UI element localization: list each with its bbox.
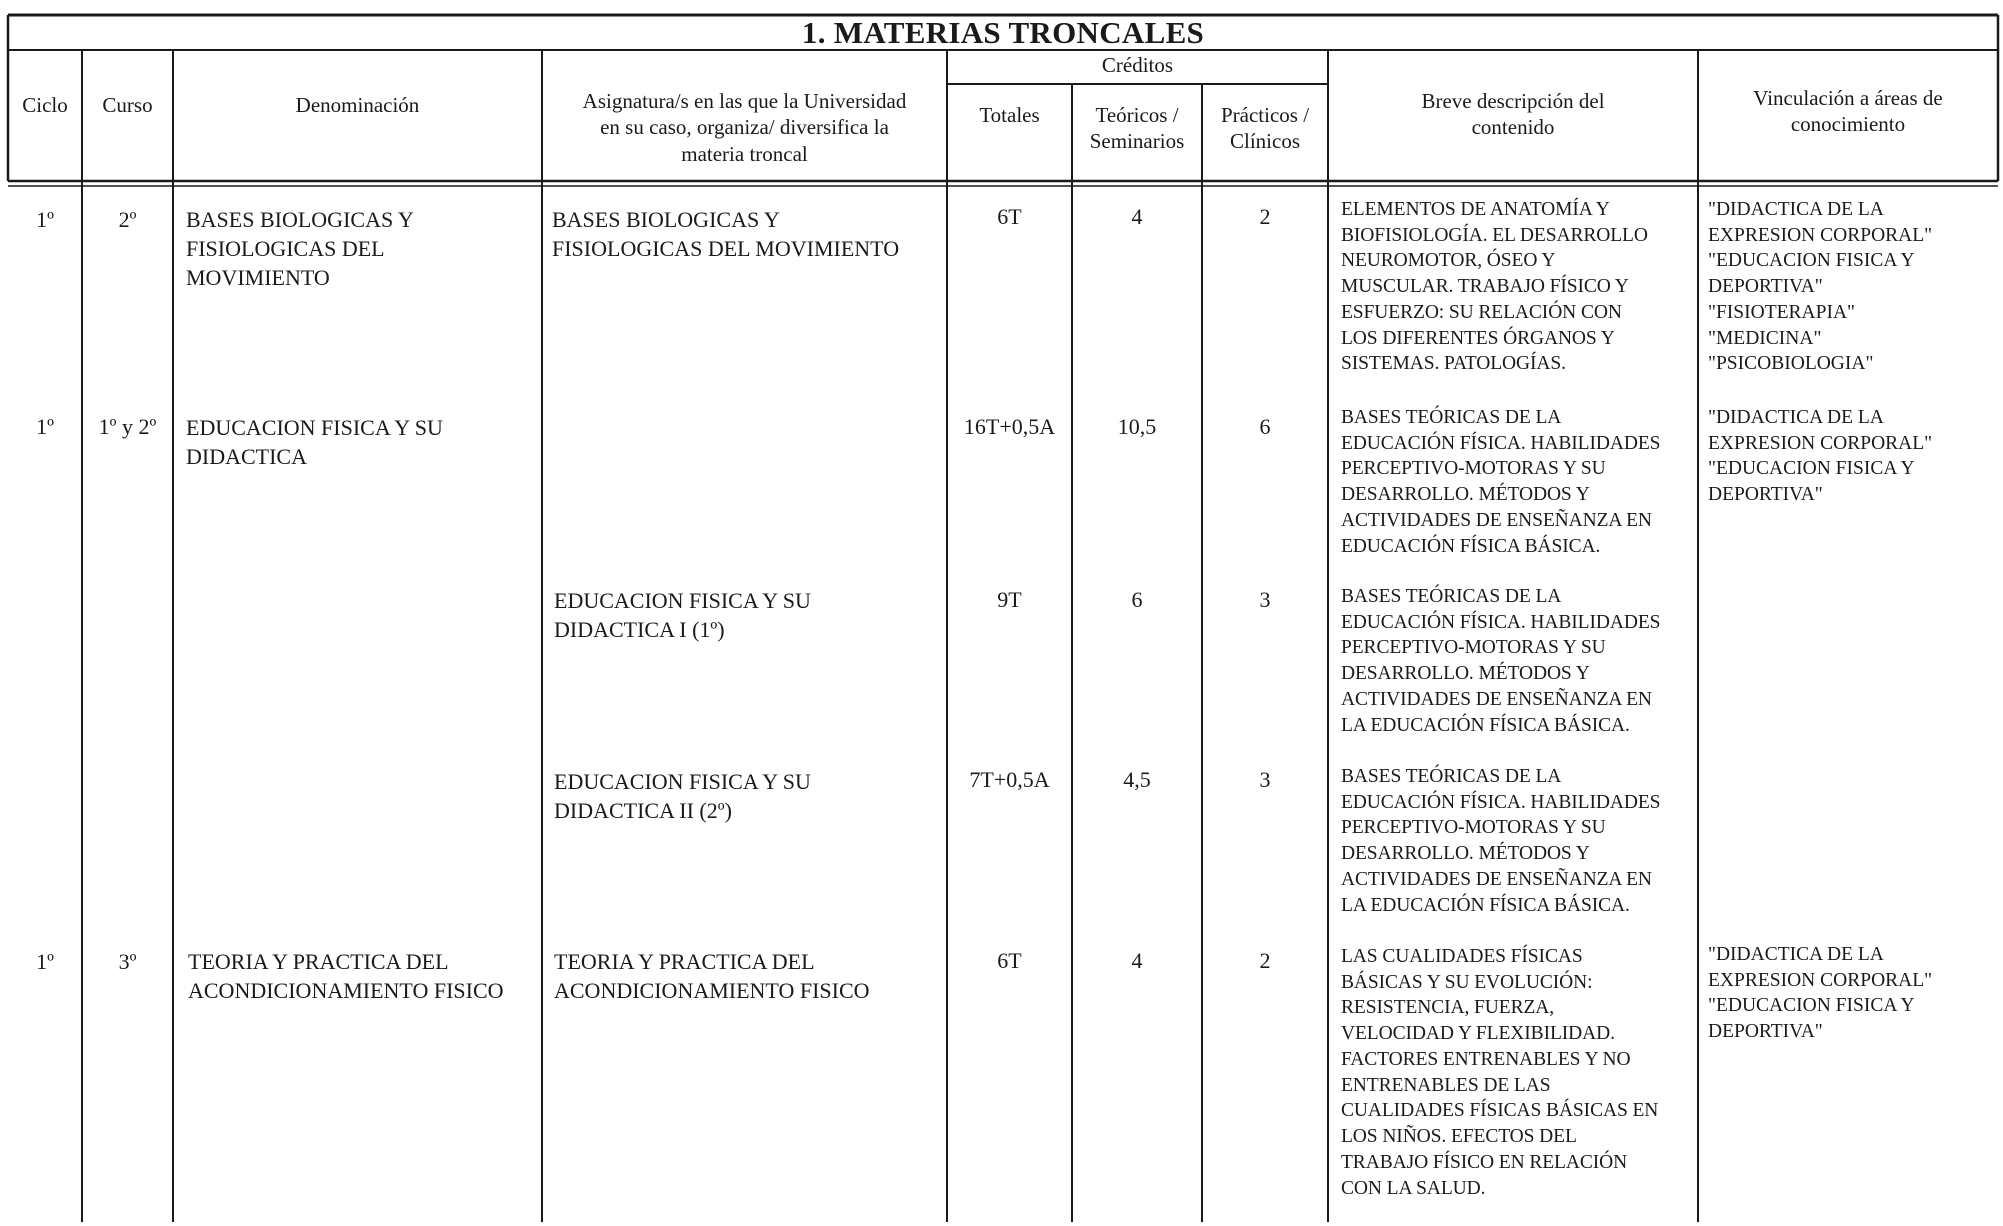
- row3-teoricos: 6: [1131, 587, 1143, 612]
- row2-denominacion: EDUCACION FISICA Y SU DIDACTICA: [186, 415, 443, 470]
- header-creditos: Créditos: [1101, 53, 1174, 77]
- header-teoricos: Teóricos / Seminarios: [1089, 103, 1185, 154]
- header-totales: Totales: [979, 103, 1040, 127]
- row1-asignatura: BASES BIOLOGICAS Y FISIOLOGICAS DEL MOVIMIENTO: [552, 207, 900, 262]
- header-ciclo: Ciclo: [22, 93, 68, 117]
- row1-practicos: 2: [1259, 204, 1271, 229]
- header-asignatura: Asignatura/s en las que la Universidad en su caso, organiza/ diversifica la materia troncal: [582, 89, 907, 166]
- table-title: 1. MATERIAS TRONCALES: [801, 15, 1205, 50]
- row5-denominacion: TEORIA Y PRACTICA DEL ACONDICIONAMIENTO FISICO: [188, 949, 504, 1004]
- row5-ciclo: 1º: [36, 949, 54, 974]
- row1-vinculacion: "DIDACTICA DE LA EXPRESION CORPORAL" "EDUCACION FISICA Y DEPORTIVA" "FISIOTERAPIA" "MEDICINA" "PSICOBIOLOGIA": [1708, 199, 1933, 375]
- row1-curso: 2º: [118, 207, 137, 232]
- row1-totales: 6T: [997, 204, 1022, 229]
- row3-totales: 9T: [997, 587, 1022, 612]
- row5-descripcion: LAS CUALIDADES FÍSICAS BÁSICAS Y SU EVOLUCIÓN: RESISTENCIA, FUERZA, VELOCIDAD Y FLEXIBILIDAD. FACTORES ENTRENABLES Y NO ENTRENABLES DE LAS CUALIDADES FÍSICAS BÁSICAS EN LOS NIÑOS. EFECTOS DEL TRABAJO FÍSICO EN RELACIÓN CON LA SALUD.: [1341, 946, 1659, 1199]
- row4-practicos: 3: [1259, 767, 1271, 792]
- row1-teoricos: 4: [1131, 204, 1143, 229]
- row3-asignatura: EDUCACION FISICA Y SU DIDACTICA I (1º): [554, 588, 811, 643]
- row5-totales: 6T: [997, 948, 1022, 973]
- row5-teoricos: 4: [1131, 948, 1143, 973]
- row4-totales: 7T+0,5A: [969, 767, 1050, 792]
- row2-ciclo: 1º: [36, 414, 54, 439]
- row5-vinculacion: "DIDACTICA DE LA EXPRESION CORPORAL" "EDUCACION FISICA Y DEPORTIVA": [1708, 944, 1933, 1043]
- row5-asignatura: TEORIA Y PRACTICA DEL ACONDICIONAMIENTO FISICO: [554, 949, 870, 1004]
- row2-totales: 16T+0,5A: [963, 414, 1056, 439]
- row5-curso: 3º: [118, 949, 137, 974]
- row1-denominacion: BASES BIOLOGICAS Y FISIOLOGICAS DEL MOVIMIENTO: [186, 207, 414, 291]
- row2-descripcion: BASES TEÓRICAS DE LA EDUCACIÓN FÍSICA. HABILIDADES PERCEPTIVO-MOTORAS Y SU DESARROLLO. MÉTODOS Y ACTIVIDADES DE ENSEÑANZA EN EDUCACIÓN FÍSICA BÁSICA.: [1341, 407, 1661, 557]
- row3-practicos: 3: [1259, 587, 1271, 612]
- row2-practicos: 6: [1259, 414, 1271, 439]
- header-denominacion: Denominación: [295, 93, 420, 117]
- row2-vinculacion: "DIDACTICA DE LA EXPRESION CORPORAL" "EDUCACION FISICA Y DEPORTIVA": [1708, 407, 1933, 506]
- row4-asignatura: EDUCACION FISICA Y SU DIDACTICA II (2º): [554, 769, 811, 824]
- header-vinculacion: Vinculación a áreas de conocimiento: [1753, 86, 1943, 137]
- row2-curso: 1º y 2º: [98, 414, 157, 439]
- row1-ciclo: 1º: [36, 207, 54, 232]
- header-curso: Curso: [102, 93, 153, 117]
- header-practicos: Prácticos / Clínicos: [1220, 103, 1310, 154]
- row2-teoricos: 10,5: [1117, 414, 1157, 439]
- row4-descripcion: BASES TEÓRICAS DE LA EDUCACIÓN FÍSICA. HABILIDADES PERCEPTIVO-MOTORAS Y SU DESARROLLO. MÉTODOS Y ACTIVIDADES DE ENSEÑANZA EN LA EDUCACIÓN FÍSICA BÁSICA.: [1341, 766, 1661, 916]
- row5-practicos: 2: [1259, 948, 1271, 973]
- row4-teoricos: 4,5: [1123, 767, 1151, 792]
- row3-descripcion: BASES TEÓRICAS DE LA EDUCACIÓN FÍSICA. HABILIDADES PERCEPTIVO-MOTORAS Y SU DESARROLLO. MÉTODOS Y ACTIVIDADES DE ENSEÑANZA EN LA EDUCACIÓN FÍSICA BÁSICA.: [1341, 586, 1661, 736]
- row1-descripcion: ELEMENTOS DE ANATOMÍA Y BIOFISIOLOGÍA. EL DESARROLLO NEUROMOTOR, ÓSEO Y MUSCULAR. TRABAJO FÍSICO Y ESFUERZO: SU RELACIÓN CON LOS DIFERENTES ÓRGANOS Y SISTEMAS. PATOLOGÍAS.: [1341, 199, 1648, 375]
- header-descripcion: Breve descripción del contenido: [1421, 89, 1605, 140]
